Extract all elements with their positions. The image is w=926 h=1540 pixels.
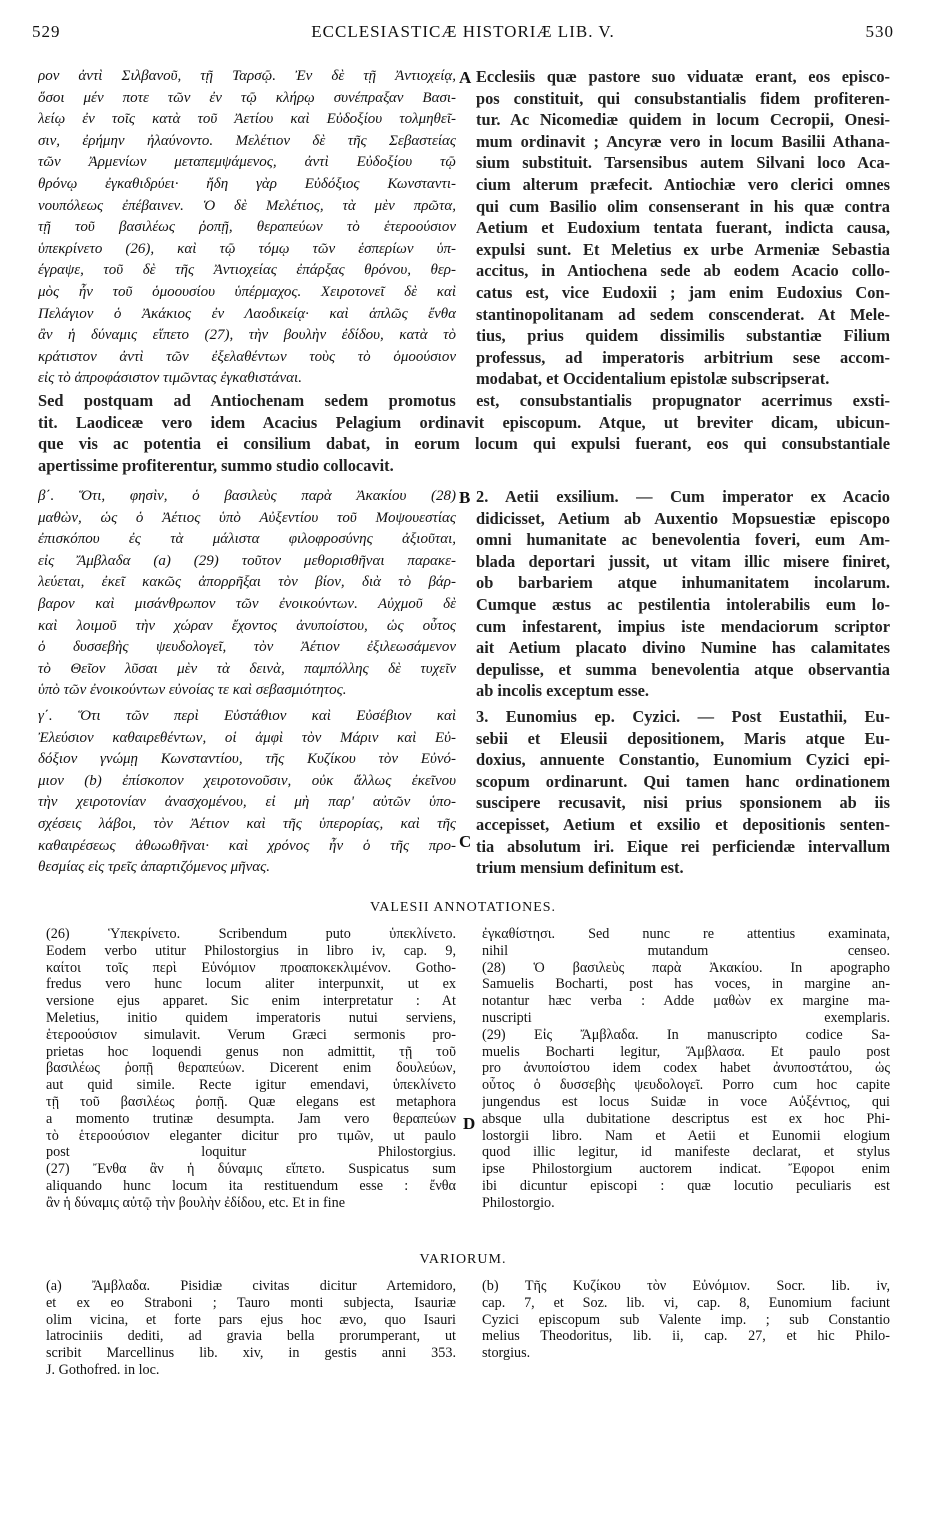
greek-text-line: εἰς Ἄμβλαδα (a) (29) τοῦτον μεθορισθῆναι παρακε- bbox=[38, 552, 456, 569]
greek-text-line: κράτιστον ἀντὶ τῶν ἐξελαθέντων τοὺς τὸ ὁμοούσιον bbox=[38, 348, 456, 365]
greek-text-line: ρον ἀντὶ Σιλβανοῦ, τῇ Ταρσῷ. Ἐν δὲ τῇ Ἀντιοχείᾳ, bbox=[38, 68, 456, 84]
annotation-line: ἑτεροούσιον simulavit. Verum Græci sermonis pro- bbox=[46, 1026, 456, 1043]
variorum-notes-left bbox=[46, 1278, 456, 1379]
latin-text-line: que vis ac potentia ei consilium dabat, in eorum locum qui expulsi fuerant, eos qui consubstantiale bbox=[38, 434, 890, 454]
latin-text-line: ait Aetium placato divino Numine has calamitates bbox=[476, 638, 890, 658]
annotation-line: absque ulla dubitatione descriptus est ex hoc Phi- bbox=[482, 1110, 890, 1127]
annotation-line: versione ejus apparet. Sic enim interpretatur : At bbox=[46, 993, 456, 1010]
latin-text-line: sium substituit. Tarsensibus autem Silvani loco Aca- bbox=[476, 153, 890, 173]
latin-text-line: modabat, et Occidentalium epistolæ subscripserat. bbox=[476, 369, 830, 389]
greek-column-c bbox=[38, 706, 456, 879]
greek-text-line: δόξιον γνώμῃ Κωνσταντίου, τῆς Κυζίκου τὸν Εὐνό- bbox=[38, 751, 456, 768]
variorum-heading: VARIORUM. bbox=[419, 1252, 507, 1267]
latin-text-line: cum infestarent, impius iste mendaciorum scriptor bbox=[476, 616, 890, 636]
annotation-line: καίτοι τοῖς περὶ Εὐνόμιον προαποκεκλιμένον. Gotho- bbox=[46, 959, 456, 976]
greek-text-line: ὑπεκρίνετο (26), καὶ τῷ τόμῳ τῶν ἑσπερίων ὑπ- bbox=[38, 240, 456, 257]
annotation-line: (26) Ὑπεκρίνετο. Scribendum puto ὑπεκλίνετο. bbox=[46, 926, 456, 942]
annotation-line: jungendus est locus Suidæ in voce Αὐξέντιος, qui bbox=[482, 1093, 890, 1110]
latin-text-line: suscipere recusavit, nisi prius sponsionem ab iis bbox=[476, 793, 890, 813]
greek-text-line: ὑπὸ τῶν ἐνοικούντων εὐνοίας τε καὶ σεβασμιότητος. bbox=[38, 682, 347, 699]
latin-text-line: didicisset, Aetium ab Auxentio Mopsuestiæ episcopo bbox=[476, 508, 890, 528]
latin-column-c bbox=[476, 706, 890, 879]
latin-text-line: scopum ordinarunt. Qui tamen hanc ordinationem bbox=[476, 771, 890, 791]
latin-text-line: 2. Aetii exsilium. — Cum imperator ex Acacio bbox=[476, 487, 890, 506]
variorum-notes-right bbox=[482, 1278, 890, 1362]
annotation-line: storgius. bbox=[482, 1345, 531, 1362]
annotation-line: a momento trutinæ desumpta. Jam vero θεραπεύων bbox=[46, 1110, 456, 1127]
annotation-line: olim vicina, et forte pars ejus hoc ævo, quo Isauri bbox=[46, 1311, 456, 1328]
greek-text-line: ὁ δυσσεβὴς ψευδολογεῖ, τὸν Ἀέτιον ἐξιλεωσάμενον bbox=[38, 639, 456, 656]
greek-text-line: β΄. Ὅτι, φησὶν, ὁ βασιλεὺς παρὰ Ἀκακίου (28) bbox=[38, 488, 456, 504]
annotation-line: pro ἀνυποίστου idem codex habet ἀνυποστάτου, ὡς bbox=[482, 1060, 890, 1077]
latin-text-line: blada deportari jussit, ut vitam illic misere finiret, bbox=[476, 551, 890, 571]
latin-text-line: tur. Ac Nicomediæ quidem in locum Cecropii, Onesi- bbox=[476, 110, 890, 130]
latin-text-line: professus, ad imperatoris arbitrium sese accom- bbox=[476, 347, 890, 367]
latin-text-line: omni humanitate ac benevolentia foveri, eum Am- bbox=[476, 530, 890, 550]
greek-text-line: έγραψε, τοῦ δὲ τῆς Ἀντιοχείας ἐπάρξας θρόνου, θερ- bbox=[38, 262, 456, 279]
annotation-line: aut quid simile. Recte igitur emendavi, ὑπεκλίνετο bbox=[46, 1077, 456, 1094]
greek-text-line: καθαιρέσεως ἀθωωθῆναι· καὶ χρόνος ἦν ὁ τῆς προ- bbox=[38, 837, 456, 854]
greek-text-line: μαθὼν, ὡς ὁ Ἀέτιος ὑπὸ Αὐξεντίου τοῦ Μοψουεστίας bbox=[38, 509, 456, 526]
latin-text-line: 3. Eunomius ep. Cyzici. — Post Eustathii, Eu- bbox=[476, 707, 890, 726]
latin-text-line: Cumque æstus ac pestilentia intolerabilis eum lo- bbox=[476, 594, 890, 614]
latin-text-line: pos constituit, qui consubstantialis fidem profiteren- bbox=[476, 88, 890, 108]
greek-text-line: Ἐλεύσιον καθαιρεθέντων, οἱ ἀμφὶ τὸν Μάριν καὶ Εὐ- bbox=[38, 729, 456, 746]
annotation-line: nuscripti exemplaris. bbox=[482, 1009, 890, 1026]
annotation-line: cap. 7, et Soz. lib. vi, cap. 8, Eunomium faciunt bbox=[482, 1294, 890, 1311]
annotation-line: muelis Bocharti legitur, Ἄμβλασα. Et paulo post bbox=[482, 1043, 890, 1060]
greek-text-line: λείῳ ἐν τοῖς κατὰ τοῦ Ἀετίου καὶ Εὐδοξίου τολμηθεῖ- bbox=[38, 111, 456, 128]
annotation-line: nihil mutandum censeo. bbox=[482, 942, 890, 959]
annotation-line: J. Gothofred. in loc. bbox=[46, 1361, 160, 1378]
latin-text-line: Ecclesiis quæ pastore suo viduatæ erant, eos episco- bbox=[476, 67, 890, 86]
latin-text-line: apertissime profiterentur, summo studio collocavit. bbox=[38, 455, 394, 475]
greek-text-line: καὶ λοιμοῦ τὴν χώραν ἔχοντος ἀνυποίστου, ὡς οὗτος bbox=[38, 617, 456, 634]
annotation-line: Cyzici episcopum sub Valente imp. ; sub Constantio bbox=[482, 1311, 890, 1328]
latin-text-line: doxius, annuente Constantio, Eunomium Cyzici epi- bbox=[476, 750, 890, 770]
latin-text-line: depulisse, et summa benevolentia atque observantia bbox=[476, 659, 890, 679]
greek-text-line: τὴν χειροτονίαν ἀνασχομένου, εἰ μὴ παρ' αὐτῶν ὑπο- bbox=[38, 794, 456, 811]
page-number-right: 530 bbox=[865, 22, 894, 41]
latin-fullwidth-paragraph bbox=[38, 390, 890, 476]
annotation-line: melius Theodoritus, lib. ii, cap. 27, et hic Philo- bbox=[482, 1328, 890, 1345]
greek-text-line: θρόνῳ ἐγκαθιδρύει· ἤδη γὰρ Εὐδόξιος Κωνσταντι- bbox=[38, 175, 456, 192]
latin-text-line: mum ordinavit ; Ancyræ vero in locum Basilii Athana- bbox=[476, 131, 890, 151]
greek-column-b bbox=[38, 486, 456, 702]
latin-text-line: accepisset, Aetium et exsilio et depositionis senten- bbox=[476, 814, 890, 834]
latin-column-a bbox=[476, 66, 890, 390]
annotation-line: scribit Marcellinus lib. xiv, in gestis anni 353. bbox=[46, 1345, 456, 1362]
latin-text-line: Sed postquam ad Antiochenam sedem promotus est, consubstantialis propugnator acerrimus exsti- bbox=[38, 391, 890, 410]
annotation-line: notantur hæc verba : Adde μαθὼν ex margine ma- bbox=[482, 993, 890, 1010]
greek-text-line: νουπόλεως ἐπέβαινεν. Ὁ δὲ Μελέτιος, τὰ μὲν πρῶτα, bbox=[38, 197, 456, 214]
greek-text-line: ὅσοι μέν ποτε τῶν ἐν τῷ κλήρῳ συνέπραξαν Βασι- bbox=[38, 89, 456, 106]
annotation-line: (a) Ἄμβλαδα. Pisidiæ civitas dicitur Artemidoro, bbox=[46, 1278, 456, 1294]
latin-text-line: tius, prius quidem dissimilis substantiæ Filium bbox=[476, 326, 890, 346]
latin-text-line: cium alterum præfecit. Antiochiæ vero clerici omnes bbox=[476, 174, 890, 194]
annotation-line: Meletius, initio quidem imperatoris nutui serviens, bbox=[46, 1009, 456, 1026]
valesii-notes-right bbox=[482, 926, 890, 1212]
annotation-line: βασιλέως ῥοπῇ θεραπεύων. Dicerent enim δουλεύων, bbox=[46, 1060, 456, 1077]
greek-text-line: μὸς ἦν τοῦ ὁμοουσίου ὑπέρμαχος. Χειροτονεῖ δὲ καὶ bbox=[38, 283, 456, 300]
latin-text-line: expulsi sunt. Et Meletius ex urbe Armeniæ Sebastia bbox=[476, 239, 890, 259]
latin-text-line: ob barbariem atque inhumanitatem incolarum. bbox=[476, 573, 890, 593]
margin-letter-b: B bbox=[459, 488, 471, 507]
greek-text-line: εἰς τὸ ἀπροφάσιστον τιμῶντας ἐγκαθιστάναι. bbox=[38, 370, 302, 387]
greek-text-line: βαρον καὶ μισάνθρωπον τῶν ἐνοικούντων. Αὐχμοῦ δὲ bbox=[38, 595, 456, 612]
annotation-line: τῇ τοῦ βασιλέως ῥοπῇ. Quæ elegans est metaphora bbox=[46, 1093, 456, 1110]
greek-column-a bbox=[38, 66, 456, 390]
latin-text-line: Aetium et Eudoxium tentata fuerant, indicta causa, bbox=[476, 218, 890, 238]
greek-text-line: θεσμίας εἰς τρεῖς ἀπαρτιζόμενος μῆνας. bbox=[38, 859, 270, 876]
margin-letter-c: C bbox=[459, 832, 472, 851]
annotation-line: οὗτος ὁ δυσσεβὴς ψευδολογεῖ. Porro cum hoc capite bbox=[482, 1077, 890, 1094]
annotation-line: (27) Ἔνθα ἂν ἡ δύναμις εἵπετο. Suspicatus sum bbox=[46, 1161, 456, 1178]
latin-text-line: ab incolis exceptum esse. bbox=[476, 681, 649, 701]
annotation-line: aliquando hunc locum ita restituendum esse : ἔνθα bbox=[46, 1177, 456, 1194]
latin-text-line: qui cum Basilio olim consenserant in his quæ contra bbox=[476, 196, 890, 216]
annotation-line: ibi dicuntur episcopi : quæ locutio peculiaris est bbox=[482, 1177, 890, 1194]
greek-text-line: γ΄. Ὅτι τῶν περὶ Εὐστάθιον καὶ Εὐσέβιον καὶ bbox=[38, 708, 456, 724]
annotation-line: et ex eo Straboni ; Tauro monti subjecta, Isauriæ bbox=[46, 1294, 456, 1311]
greek-text-line: τῶν Ἀρμενίων μεταπεμψάμενος, ἀντὶ Εὐδοξίου τῷ bbox=[38, 154, 456, 171]
latin-text-line: sebii et Eleusii depositionem, Maris atque Eu- bbox=[476, 728, 890, 748]
annotation-line: ἂν ἡ δύναμις αὐτῷ τὴν βουλὴν ἐδίδου, etc. Et in fine bbox=[46, 1194, 346, 1211]
greek-text-line: λεύεται, ἐκεῖ κακῶς ἀπορρῆξαι τὸν βίον, διὰ τὸ βάρ- bbox=[38, 574, 456, 591]
latin-text-line: accitus, in Antiochena sede ab eodem Acacio collo- bbox=[476, 261, 890, 281]
greek-text-line: τῇ τοῦ βασιλέως ῥοπῇ, θεραπεύων τὸ ἑτεροούσιον bbox=[38, 219, 456, 236]
annotation-line: fredus vero hunc locum aliter interpunxit, ut ex bbox=[46, 976, 456, 993]
annotation-line: latrociniis dediti, ad gravia bella prorumperant, ut bbox=[46, 1328, 456, 1345]
valesii-notes-left bbox=[46, 926, 456, 1212]
greek-text-line: σχέσεις λάβοι, τὸν Ἀέτιον καὶ τῆς ὑπερορίας, καὶ τῆς bbox=[38, 815, 456, 832]
valesii-heading: VALESII ANNOTATIONES. bbox=[369, 900, 557, 915]
greek-text-line: τὸ Θεῖον λῦσαι μὲν τὰ δεινὰ, παμπόλλης δὲ τυχεῖν bbox=[38, 660, 456, 677]
running-header bbox=[32, 22, 894, 48]
annotation-line: Eodem verbo utitur Philostorgius in libro iv, cap. 9, bbox=[46, 942, 456, 959]
latin-text-line: trium mensium definitum est. bbox=[476, 858, 684, 878]
latin-text-line: stantinopolitanam ad sedem conscenderat. At Mele- bbox=[476, 304, 890, 324]
latin-text-line: tit. Laodiceæ vero idem Acacius Pelagium ordinavit episcopum. Atque, ut breviter dicam, ubicun- bbox=[38, 412, 890, 432]
latin-column-b bbox=[476, 486, 890, 702]
annotation-line: (29) Εἰς Ἄμβλαδα. In manuscripto codice Sa- bbox=[482, 1026, 890, 1043]
annotation-line: quod illic legitur, id manifeste declarat, et stylus bbox=[482, 1144, 890, 1161]
greek-text-line: σιν, ἐρήμην ἠλαύνοντο. Μελέτιον δὲ τῆς Σεβαστείας bbox=[38, 132, 456, 149]
annotation-line: Philostorgio. bbox=[482, 1194, 555, 1211]
annotation-line: Samuelis Bocharti, post has voces, in margine an- bbox=[482, 976, 890, 993]
greek-text-line: ἐπισκόπου ἐς τὰ μάλιστα φιλοφροσύνης ἀξιοῦται, bbox=[38, 531, 456, 548]
greek-text-line: ἂν ἡ δύναμις εἵπετο (27), τὴν βουλὴν ἐδίδου, κατὰ τὸ bbox=[38, 327, 456, 344]
annotation-line: ἐγκαθίστησι. Sed nunc re attentius examinata, bbox=[482, 926, 890, 942]
annotation-line: τὸ ἑτεροούσιον eleganter dicitur pro τιμῶν, ut paulo bbox=[46, 1127, 456, 1144]
annotation-line: (28) Ὁ βασιλεὺς παρὰ Ἀκακίου. In apographo bbox=[482, 959, 890, 976]
page-number-left: 529 bbox=[32, 22, 61, 41]
annotation-line: lostorgii libro. Nam et Aetii et Eunomii elogium bbox=[482, 1127, 890, 1144]
margin-letter-a: A bbox=[459, 68, 472, 87]
margin-letter-d: D bbox=[463, 1114, 476, 1133]
annotation-line: ipse Philostorgium auctorem indicat. Ἔφοροι enim bbox=[482, 1161, 890, 1178]
annotation-line: prietas hoc loquendi genus non admittit, τῇ τοῦ bbox=[46, 1043, 456, 1060]
latin-text-line: catus est, vice Eudoxii ; jam enim Eudoxius Con- bbox=[476, 282, 890, 302]
latin-text-line: tia absolutum iri. Eique rei perficiendæ intervallum bbox=[476, 836, 890, 856]
annotation-line: (b) Τῆς Κυζίκου τὸν Εὐνόμιον. Socr. lib. iv, bbox=[482, 1278, 890, 1294]
annotation-line: post loquitur Philostorgius. bbox=[46, 1144, 456, 1161]
greek-text-line: μιον (b) ἐπίσκοπον χειροτονοῦσιν, οὐκ ἄλλως ἐκεῖνου bbox=[38, 772, 456, 789]
running-title: ECCLESIASTICÆ HISTORIÆ LIB. V. bbox=[311, 22, 615, 41]
greek-text-line: Πελάγιον ὁ Ἀκάκιος ἐν Λαοδικείᾳ· καὶ ἁπλῶς ἔνθα bbox=[38, 305, 456, 322]
